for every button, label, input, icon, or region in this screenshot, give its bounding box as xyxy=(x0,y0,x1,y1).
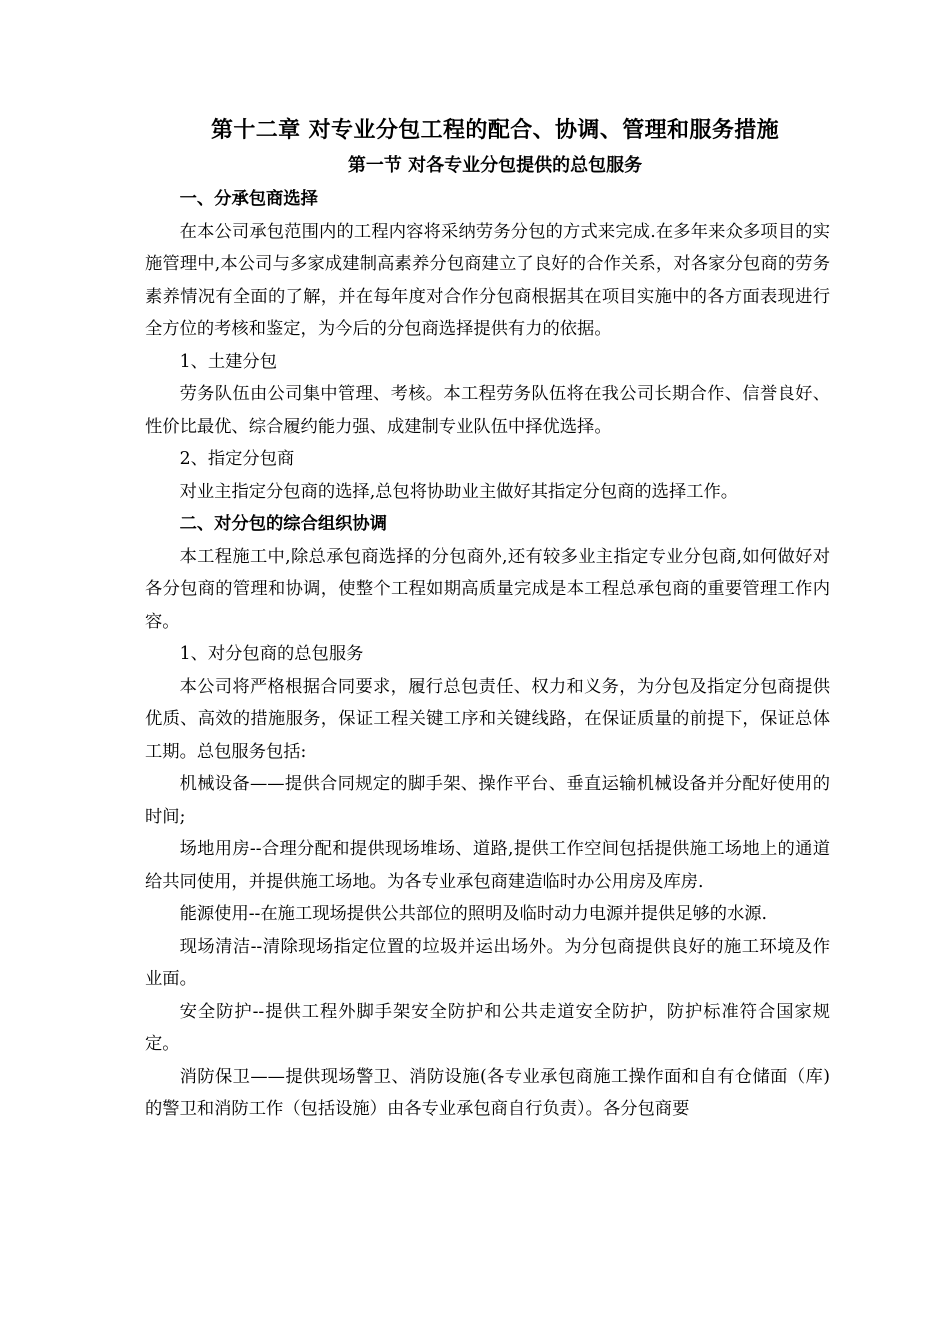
paragraph: 安全防护--提供工程外脚手架安全防护和公共走道安全防护，防护标准符合国家规定。 xyxy=(145,1001,830,1054)
paragraph: 1、土建分包 xyxy=(179,351,277,372)
paragraph: 劳务队伍由公司集中管理、考核。本工程劳务队伍将在我公司长期合作、信誉良好、性价比最优、综合履约能力强、成建制专业队伍中择优选择。 xyxy=(145,384,830,437)
paragraph: 能源使用--在施工现场提供公共部位的照明及临时动力电源并提供足够的水源. xyxy=(179,904,768,924)
paragraph: 2、指定分包商 xyxy=(179,449,295,469)
paragraph: 场地用房--合理分配和提供现场堆场、道路,提供工作空间包括提供施工场地上的通道给共同使用，并提供施工场地。为各专业承包商建造临时办公用房及库房. xyxy=(145,839,830,892)
paragraph: 本公司将严格根据合同要求，履行总包责任、权力和义务，为分包及指定分包商提供优质、高效的措施服务，保证工程关键工序和关键线路，在保证质量的前提下，保证总体工期。总包服务包括: xyxy=(145,676,830,762)
paragraph: 在本公司承包范围内的工程内容将采纳劳务分包的方式来完成.在多年来众多项目的实施管理中,本公司与多家成建制高素养分包商建立了良好的合作关系，对各家分包商的劳务素养情况有全面的了解，并在每年度对合作分包商根据其在项目实施中的各方面表现进行全方位的考核和鉴定，为今后的分包商选择提供有力的依据。 xyxy=(145,221,830,339)
section-heading: 二、对分包的综合组织协调 xyxy=(179,514,387,534)
paragraph: 1、对分包商的总包服务 xyxy=(179,644,364,664)
paragraph: 机械设备——提供合同规定的脚手架、操作平台、垂直运输机械设备并分配好使用的时间; xyxy=(145,774,830,827)
paragraph: 本工程施工中,除总承包商选择的分包商外,还有较多业主指定专业分包商,如何做好对各分包商的管理和协调，使整个工程如期高质量完成是本工程总承包商的重要管理工作内容。 xyxy=(145,546,830,632)
paragraph: 现场清洁--清除现场指定位置的垃圾并运出场外。为分包商提供良好的施工环境及作业面。 xyxy=(145,936,830,989)
document-body xyxy=(145,183,830,1126)
section-title: 第一节 对各专业分包提供的总包服务 xyxy=(347,155,643,176)
paragraph: 对业主指定分包商的选择,总包将协助业主做好其指定分包商的选择工作。 xyxy=(179,481,739,502)
chapter-title: 第十二章 对专业分包工程的配合、协调、管理和服务措施 xyxy=(210,117,780,143)
section-heading: 一、分承包商选择 xyxy=(179,189,318,209)
paragraph: 消防保卫——提供现场警卫、消防设施(各专业承包商施工操作面和自有仓储面（库)的警卫和消防工作（包括设施）由各专业承包商自行负责）。各分包商要 xyxy=(145,1066,830,1119)
